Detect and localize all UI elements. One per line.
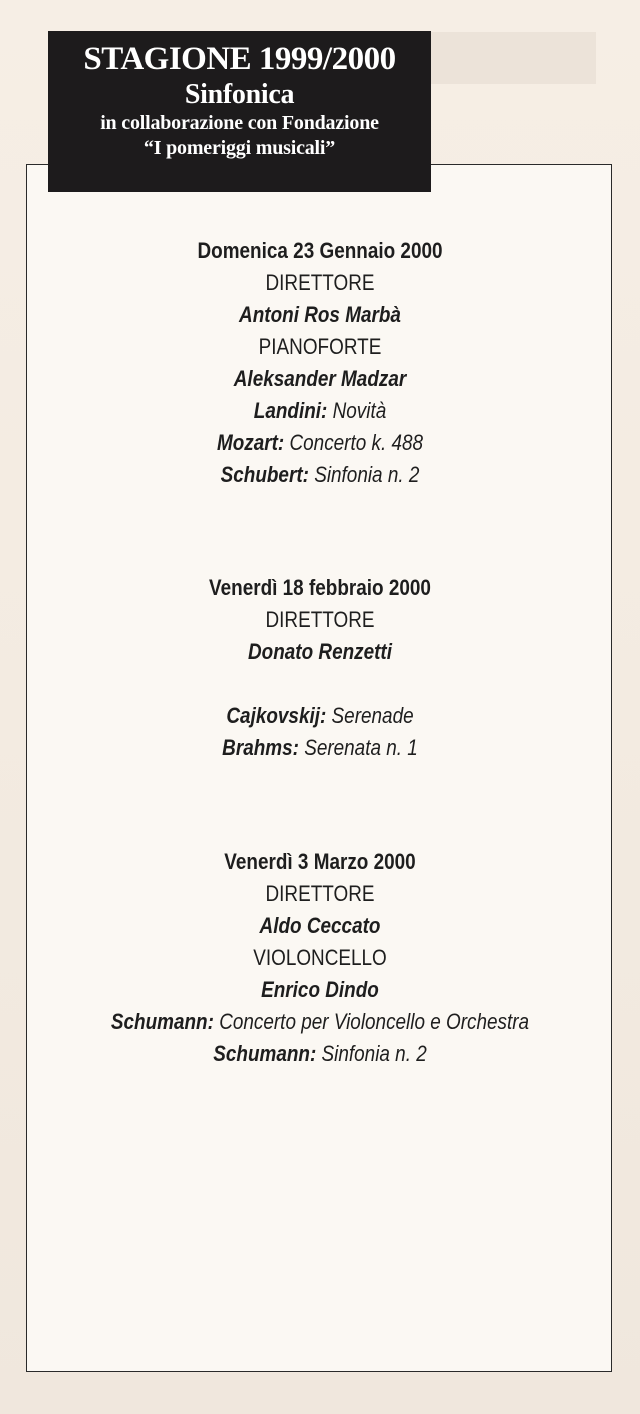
concert-date: Venerdì 18 febbraio 2000: [209, 575, 431, 600]
performer-name: Enrico Dindo: [261, 977, 379, 1002]
composer-name: Schumann:: [213, 1041, 317, 1066]
program-item: [45, 1006, 595, 1038]
program-item: [45, 427, 595, 459]
work-title: Serenade: [331, 703, 414, 728]
foundation-name: “I pomeriggi musicali”: [143, 137, 336, 159]
concert-2: [0, 572, 640, 764]
role-label: DIRETTORE: [265, 270, 375, 295]
section-gap: [0, 491, 640, 572]
section-gap: [0, 764, 640, 846]
concert-date: Domenica 23 Gennaio 2000: [197, 238, 443, 263]
collaboration-line: in collaborazione con Fondazione: [100, 112, 379, 134]
composer-name: Cajkovskij:: [226, 703, 327, 728]
performer-name: Donato Renzetti: [247, 639, 392, 664]
season-header: [48, 31, 431, 192]
work-title: Sinfonia n. 2: [321, 1041, 427, 1066]
program-item: [45, 459, 595, 491]
concert-date: Venerdì 3 Marzo 2000: [224, 849, 416, 874]
faded-print-block: [430, 32, 596, 84]
composer-name: Schumann:: [110, 1009, 214, 1034]
blank-line: [0, 668, 640, 700]
concert-1: [0, 235, 640, 491]
work-title: Concerto k. 488: [289, 430, 424, 455]
composer-name: Landini:: [253, 398, 328, 423]
composer-name: Mozart:: [216, 430, 285, 455]
composer-name: Schubert:: [220, 462, 309, 487]
season-title: STAGIONE 1999/2000: [83, 41, 396, 77]
work-title: Novità: [332, 398, 387, 423]
role-label: DIRETTORE: [265, 607, 375, 632]
work-title: Sinfonia n. 2: [314, 462, 420, 487]
role-label: VIOLONCELLO: [253, 945, 387, 970]
program-item: [45, 395, 595, 427]
program-item: [45, 732, 595, 764]
concert-3: [0, 846, 640, 1070]
role-label: DIRETTORE: [265, 881, 375, 906]
work-title: Concerto per Violoncello e Orchestra: [219, 1009, 530, 1034]
performer-name: Aleksander Madzar: [233, 366, 407, 391]
work-title: Serenata n. 1: [304, 735, 418, 760]
season-subtitle: Sinfonica: [184, 79, 295, 110]
program-item: [45, 700, 595, 732]
program-item: [45, 1038, 595, 1070]
role-label: PIANOFORTE: [258, 334, 382, 359]
composer-name: Brahms:: [222, 735, 299, 760]
performer-name: Aldo Ceccato: [259, 913, 381, 938]
concert-list: [0, 235, 640, 1070]
performer-name: Antoni Ros Marbà: [239, 302, 401, 327]
